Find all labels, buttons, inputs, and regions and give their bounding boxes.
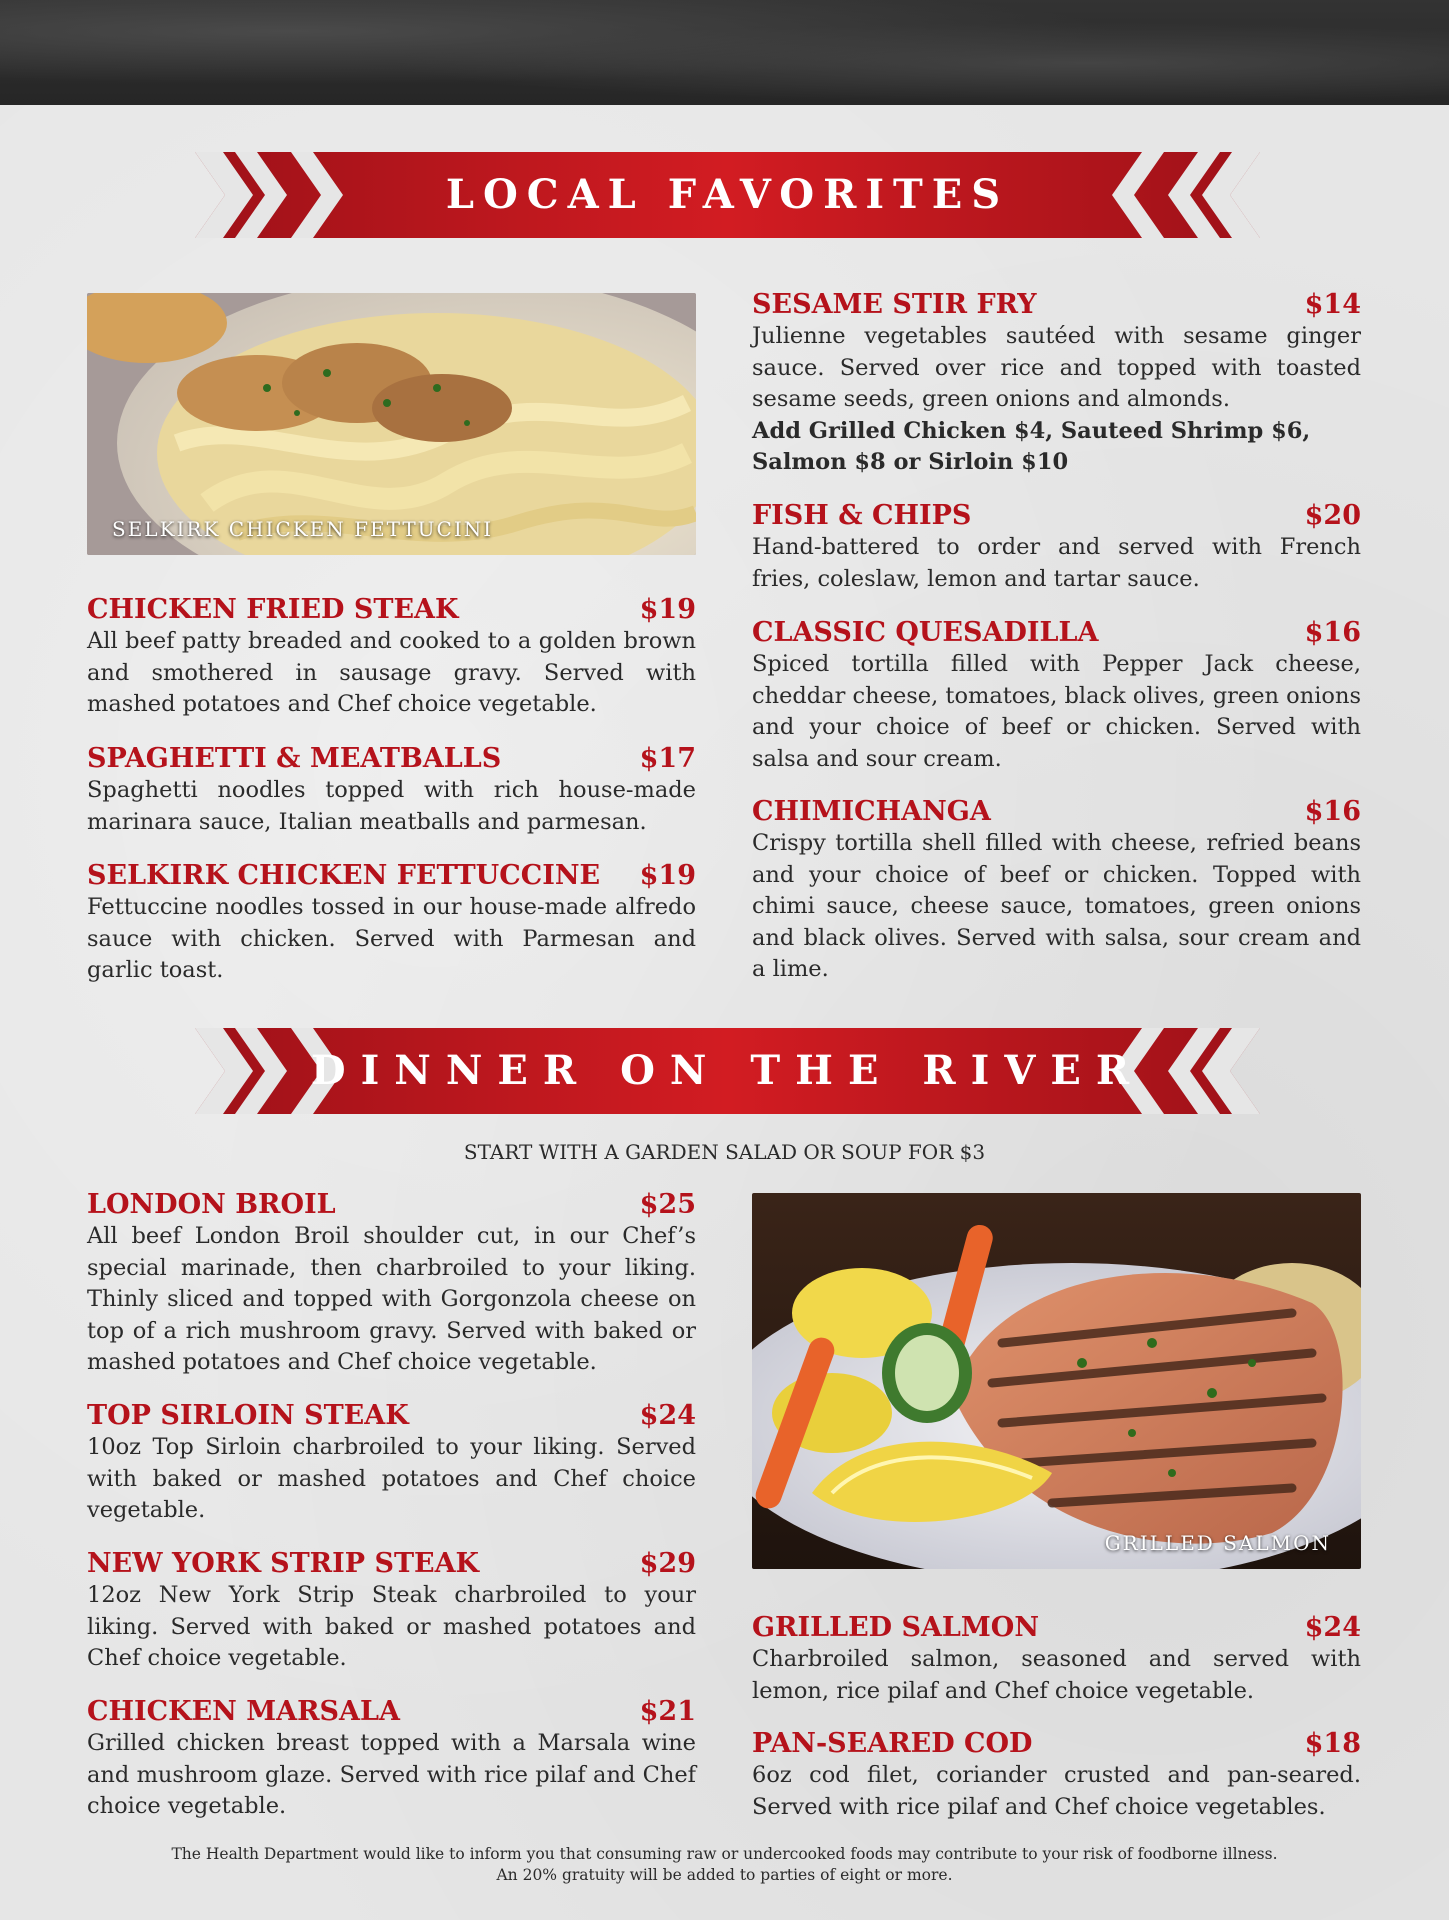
item-addons: Add Grilled Chicken $4, Sauteed Shrimp $6, Salmon $8 or Sirloin $10 — [752, 417, 1311, 475]
item-name: TOP SIRLOIN STEAK — [87, 1400, 409, 1431]
pasta-dish-icon — [87, 293, 696, 555]
item-name: SELKIRK CHICKEN FETTUCCINE — [87, 860, 601, 891]
item-description: All beef patty breaded and cooked to a golden brown and smothered in sausage gravy. Served with mashed potatoes and Chef choice vegetable. — [87, 628, 696, 717]
item-name: LONDON BROIL — [87, 1189, 336, 1220]
top-texture-bar — [0, 0, 1449, 105]
salmon-dish-icon — [752, 1193, 1361, 1569]
item-description: Crispy tortilla shell filled with cheese, refried beans and your choice of beef or chicken. Topped with chimi sauce, cheese sauce, tomatoes, green onions and black olives. Served with salsa, sour cream and a lime. — [752, 830, 1361, 982]
local-favorites-banner — [195, 152, 1260, 238]
menu-item-fettuccine — [87, 860, 696, 987]
item-description: Charbroiled salmon, seasoned and served with lemon, rice pilaf and Chef choice vegetable. — [752, 1646, 1361, 1704]
item-price: $19 — [639, 860, 696, 891]
footer-notice — [0, 1844, 1449, 1886]
item-price: $18 — [1304, 1728, 1361, 1759]
menu-item-grilled-salmon — [752, 1612, 1361, 1707]
salmon-photo — [752, 1193, 1361, 1569]
item-price: $17 — [639, 743, 696, 774]
health-notice: The Health Department would like to inform you that consuming raw or undercooked foods may contribute to your risk of foodborne illness. — [171, 1845, 1278, 1863]
item-name: PAN-SEARED COD — [752, 1728, 1033, 1759]
menu-item-chimichanga — [752, 796, 1361, 986]
item-name: SPAGHETTI & MEATBALLS — [87, 743, 502, 774]
item-name: CHIMICHANGA — [752, 796, 991, 827]
item-price: $24 — [1304, 1612, 1361, 1643]
item-name: SESAME STIR FRY — [752, 289, 1037, 320]
item-name: FISH & CHIPS — [752, 500, 972, 531]
dinner-on-the-river-banner — [195, 1028, 1260, 1114]
item-price: $16 — [1304, 796, 1361, 827]
item-name: NEW YORK STRIP STEAK — [87, 1548, 480, 1579]
section-title: LOCAL FAVORITES — [445, 171, 1010, 218]
item-price: $19 — [639, 594, 696, 625]
item-description: All beef London Broil shoulder cut, in our Chef’s special marinade, then charbroiled to your liking. Thinly sliced and topped with Gorgonzola cheese on top of a rich mushroom gravy. Served with baked or mashed potatoes and Chef choice vegetable. — [87, 1223, 696, 1375]
item-description: Spaghetti noodles topped with rich house-made marinara sauce, Italian meatballs and parmesan. — [87, 777, 696, 835]
item-description: Hand-battered to order and served with French fries, coleslaw, lemon and tartar sauce. — [752, 534, 1361, 592]
item-name: CHICKEN FRIED STEAK — [87, 594, 459, 625]
item-name: CHICKEN MARSALA — [87, 1696, 400, 1727]
item-price: $16 — [1304, 617, 1361, 648]
item-description: 10oz Top Sirloin charbroiled to your liking. Served with baked or mashed potatoes and Chef choice vegetable. — [87, 1434, 696, 1523]
item-price: $24 — [639, 1400, 696, 1431]
gratuity-notice: An 20% gratuity will be added to parties of eight or more. — [496, 1866, 953, 1884]
item-price: $20 — [1304, 500, 1361, 531]
menu-item-chicken-marsala — [87, 1696, 696, 1823]
salad-soup-note: START WITH A GARDEN SALAD OR SOUP FOR $3 — [463, 1140, 986, 1164]
menu-item-chicken-fried-steak — [87, 594, 696, 721]
menu-item-pan-seared-cod — [752, 1728, 1361, 1823]
menu-item-spaghetti — [87, 743, 696, 838]
item-description: 6oz cod filet, coriander crusted and pan-seared. Served with rice pilaf and Chef choice vegetables. — [752, 1762, 1361, 1820]
menu-item-top-sirloin — [87, 1400, 696, 1527]
item-price: $14 — [1304, 289, 1361, 320]
photo-caption: SELKIRK CHICKEN FETTUCINI — [112, 517, 494, 541]
item-price: $29 — [639, 1548, 696, 1579]
fettuccine-photo — [87, 293, 696, 555]
item-price: $21 — [639, 1696, 696, 1727]
menu-item-classic-quesadilla — [752, 617, 1361, 775]
menu-item-fish-and-chips — [752, 500, 1361, 595]
item-description: 12oz New York Strip Steak charbroiled to your liking. Served with baked or mashed potatoes and Chef choice vegetable. — [87, 1582, 696, 1671]
item-description: Julienne vegetables sautéed with sesame ginger sauce. Served over rice and topped with toasted sesame seeds, green onions and almonds. — [752, 323, 1361, 412]
item-name: GRILLED SALMON — [752, 1612, 1040, 1643]
item-price: $25 — [639, 1189, 696, 1220]
menu-item-london-broil — [87, 1189, 696, 1379]
menu-item-sesame-stir-fry — [752, 289, 1361, 479]
item-description: Spiced tortilla filled with Pepper Jack cheese, cheddar cheese, tomatoes, black olives, green onions and your choice of beef or chicken. Served with salsa and sour cream. — [752, 651, 1361, 772]
item-description: Grilled chicken breast topped with a Marsala wine and mushroom glaze. Served with rice pilaf and Chef choice vegetable. — [87, 1730, 696, 1819]
item-name: CLASSIC QUESADILLA — [752, 617, 1099, 648]
item-description: Fettuccine noodles tossed in our house-made alfredo sauce with chicken. Served with Parmesan and garlic toast. — [87, 894, 696, 983]
section-title: DINNER ON THE RIVER — [310, 1047, 1145, 1094]
menu-item-new-york-strip — [87, 1548, 696, 1675]
photo-caption: GRILLED SALMON — [1104, 1531, 1331, 1555]
